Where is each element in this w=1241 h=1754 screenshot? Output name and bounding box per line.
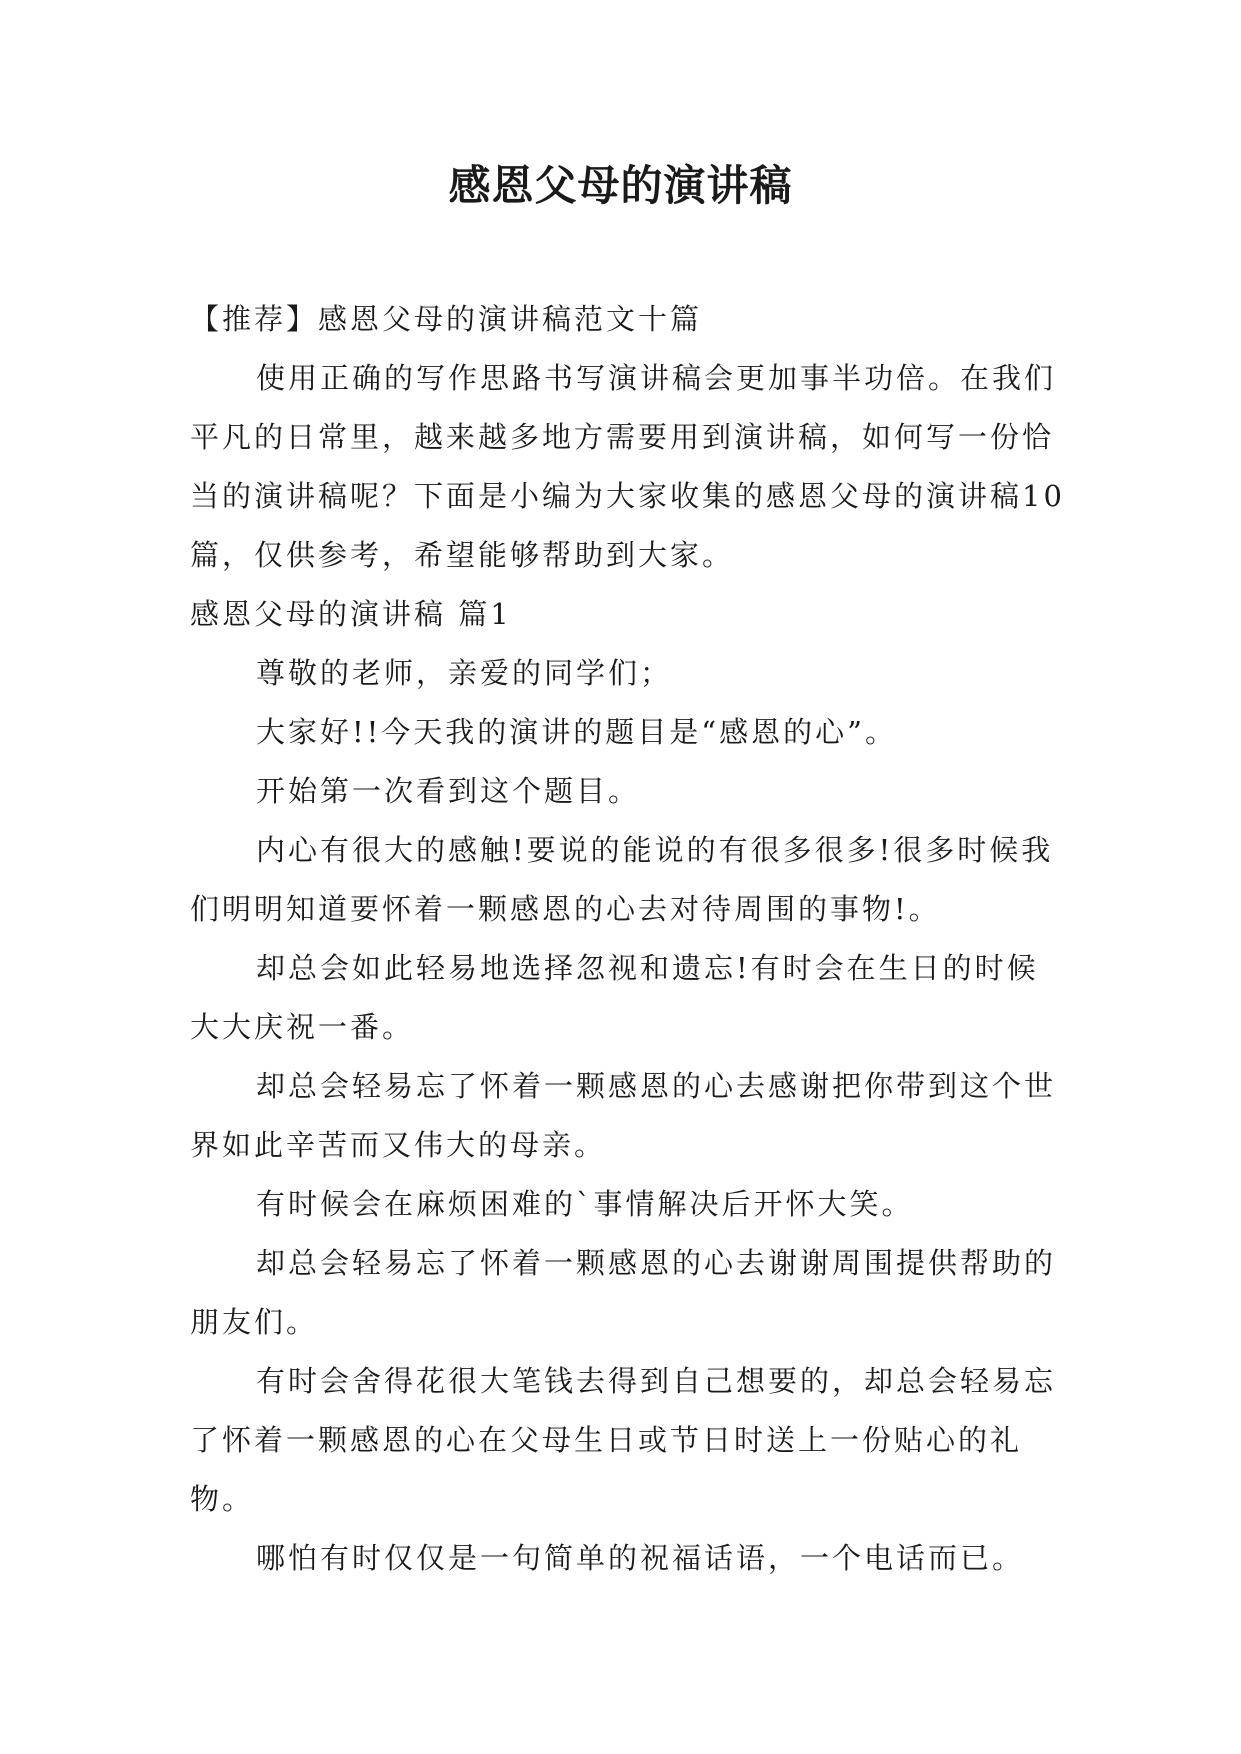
document-title: 感恩父母的演讲稿	[448, 161, 793, 210]
body-paragraph: 却总会轻易忘了怀着一颗感恩的心去谢谢周围提供帮助的朋友们。	[190, 1246, 1057, 1339]
body-paragraph: 却总会轻易忘了怀着一颗感恩的心去感谢把你带到这个世界如此辛苦而又伟大的母亲。	[190, 1069, 1057, 1162]
salutation-paragraph: 尊敬的老师，亲爱的同学们；	[256, 656, 673, 690]
body-paragraph: 内心有很大的感触!要说的能说的有很多很多!很多时候我们明明知道要怀着一颗感恩的心去对待周围的事物!。	[190, 833, 1054, 926]
body-paragraph: 有时会舍得花很大笔钱去得到自己想要的，却总会轻易忘了怀着一颗感恩的心在父母生日或节日时送上一份贴心的礼物。	[190, 1364, 1057, 1516]
body-paragraph: 有时候会在麻烦困难的`事情解决后开怀大笑。	[256, 1187, 914, 1221]
body-paragraph: 哪怕有时仅仅是一句简单的祝福话语，一个电话而已。	[256, 1541, 1025, 1575]
intro-paragraph: 使用正确的写作思路书写演讲稿会更加事半功倍。在我们平凡的日常里，越来越多地方需要用到演讲稿，如何写一份恰当的演讲稿呢？下面是小编为大家收集的感恩父母的演讲稿10篇，仅供参考，希望能够帮助到大家。	[190, 361, 1065, 572]
recommendation-heading: 【推荐】感恩父母的演讲稿范文十篇	[190, 302, 703, 336]
greeting-paragraph: 大家好!!今天我的演讲的题目是“感恩的心”。	[256, 715, 897, 749]
body-paragraph: 开始第一次看到这个题目。	[256, 774, 641, 808]
section-heading: 感恩父母的演讲稿 篇1	[190, 597, 512, 631]
document-body	[190, 290, 1070, 1588]
body-paragraph: 却总会如此轻易地选择忽视和遗忘!有时会在生日的时候大大庆祝一番。	[190, 951, 1039, 1044]
